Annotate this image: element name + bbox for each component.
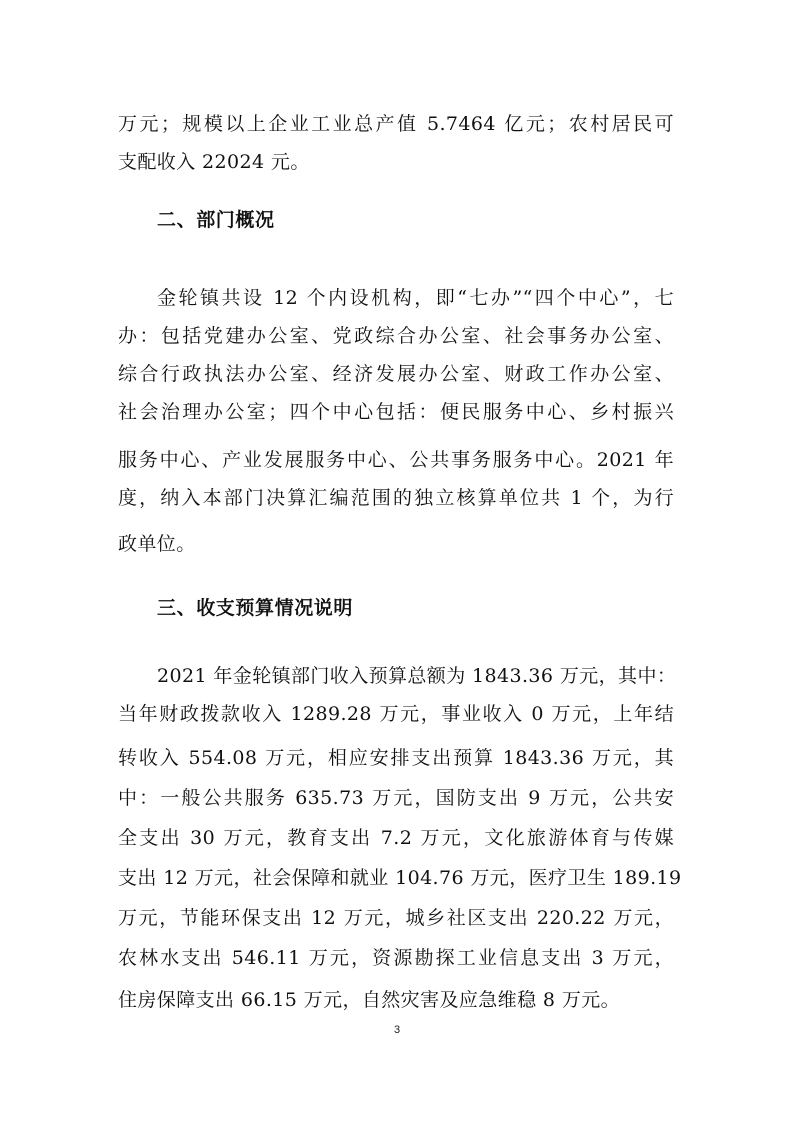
section-heading-budget-explanation: 三、收支预算情况说明 <box>157 597 354 619</box>
section-heading-department-overview: 二、部门概况 <box>157 209 275 231</box>
section3-line-8: 农林水支出 546.11 万元，资源勘探工业信息支出 3 万元， <box>118 947 674 969</box>
section2-line-7: 政单位。 <box>118 533 196 555</box>
section3-line-3: 转收入 554.08 万元，相应安排支出预算 1843.36 万元，其 <box>118 747 674 769</box>
section3-line-2: 当年财政拨款收入 1289.28 万元，事业收入 0 万元，上年结 <box>118 703 674 725</box>
section3-line-5: 全支出 30 万元，教育支出 7.2 万元，文化旅游体育与传媒 <box>118 827 674 849</box>
section3-line-4: 中：一般公共服务 635.73 万元，国防支出 9 万元，公共安 <box>118 787 674 809</box>
section2-line-1: 金轮镇共设 12 个内设机构，即“七办”“四个中心”，七 <box>157 287 674 309</box>
section2-line-3: 综合行政执法办公室、经济发展办公室、财政工作办公室、 <box>118 363 674 385</box>
section2-line-2: 办：包括党建办公室、党政综合办公室、社会事务办公室、 <box>118 325 674 347</box>
section3-line-1: 2021 年金轮镇部门收入预算总额为 1843.36 万元，其中： <box>157 665 677 687</box>
section2-line-4: 社会治理办公室；四个中心包括：便民服务中心、乡村振兴 <box>118 401 674 423</box>
section3-line-9: 住房保障支出 66.15 万元，自然灾害及应急维稳 8 万元。 <box>118 989 621 1011</box>
intro-line-1: 万元；规模以上企业工业总产值 5.7464 亿元；农村居民可 <box>118 113 674 135</box>
section3-line-6: 支出 12 万元，社会保障和就业 104.76 万元，医疗卫生 189.19 <box>118 867 682 889</box>
section3-line-7: 万元，节能环保支出 12 万元，城乡社区支出 220.22 万元， <box>118 907 674 929</box>
intro-line-2: 支配收入 22024 元。 <box>118 151 310 173</box>
section2-line-6: 度，纳入本部门决算汇编范围的独立核算单位共 1 个，为行 <box>118 487 674 509</box>
section2-line-5: 服务中心、产业发展服务中心、公共事务服务中心。2021 年 <box>118 449 674 471</box>
page-number: 3 <box>393 1024 401 1036</box>
